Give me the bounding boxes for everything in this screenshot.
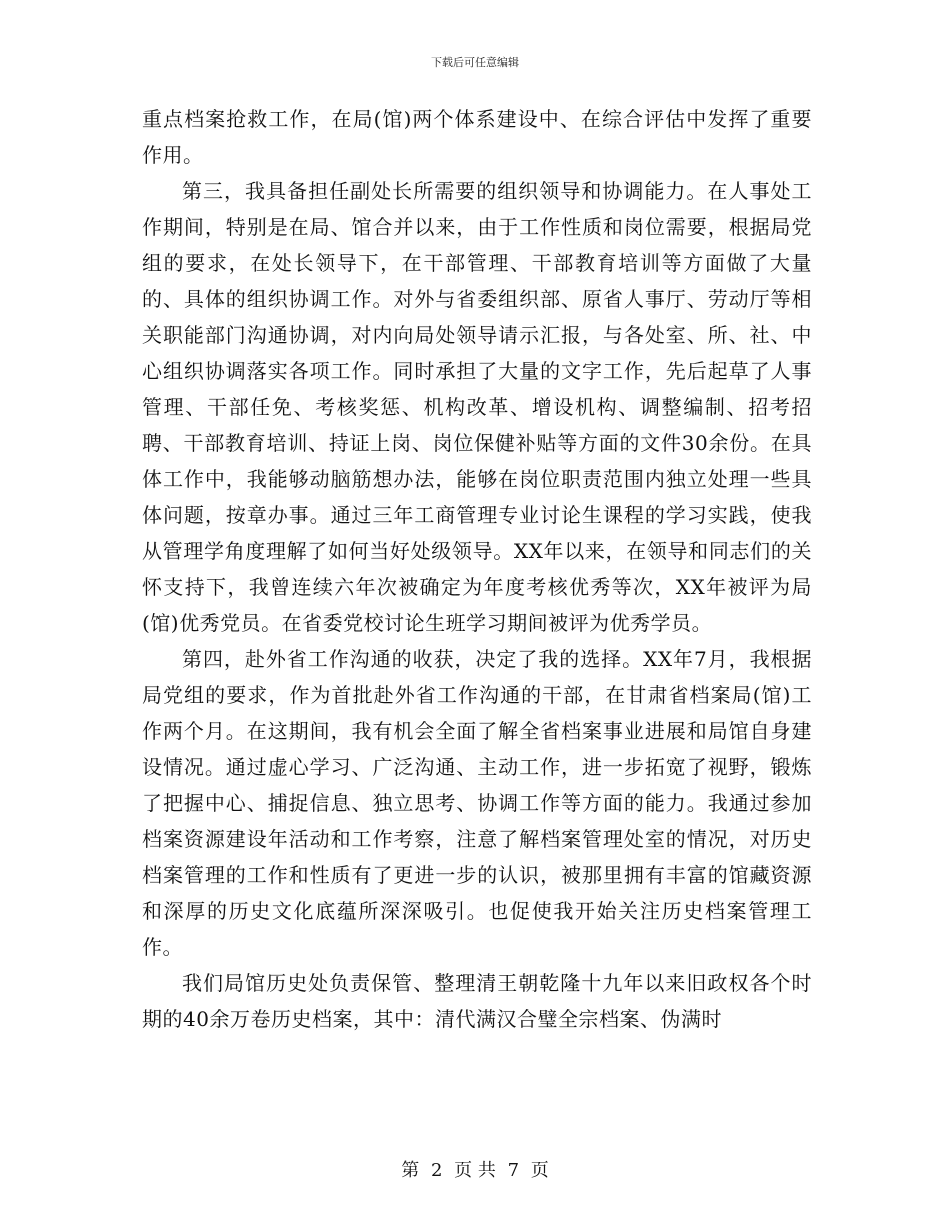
footer-middle: 页 共 bbox=[454, 1160, 496, 1181]
footer-current-page: 2 bbox=[430, 1160, 443, 1181]
page-footer bbox=[0, 1156, 950, 1182]
document-body bbox=[142, 101, 812, 1037]
paragraph-fourth-point: 第四，赴外省工作沟通的收获，决定了我的选择。XX年7月，我根据局党组的要求，作为首批赴外省工作沟通的干部，在甘肃省档案局(馆)工作两个月。在这期间，我有机会全面了解全省档案事业进展和局馆自身建设情况。通过虚心学习、广泛沟通、主动工作，进一步拓宽了视野，锻炼了把握中心、捕捉信息、独立思考、协调工作等方面的能力。我通过参加档案资源建设年活动和工作考察，注意了解档案管理处室的情况，对历史档案管理的工作和性质有了更进一步的认识，被那里拥有丰富的馆藏资源和深厚的历史文化底蕴所深深吸引。也促使我开始关注历史档案管理工作。 bbox=[142, 647, 812, 959]
paragraph-continuation: 重点档案抢救工作，在局(馆)两个体系建设中、在综合评估中发挥了重要作用。 bbox=[142, 107, 812, 167]
paragraph-history-office: 我们局馆历史处负责保管、整理清王朝乾隆十九年以来旧政权各个时期的40余万卷历史档案，其中：清代满汉合璧全宗档案、伪满时 bbox=[142, 971, 812, 1031]
footer-prefix: 第 bbox=[401, 1160, 420, 1181]
page-header-note: 下载后可任意编辑 bbox=[431, 56, 519, 69]
footer-suffix: 页 bbox=[530, 1160, 549, 1181]
footer-total-pages: 7 bbox=[507, 1160, 520, 1181]
paragraph-third-point: 第三，我具备担任副处长所需要的组织领导和协调能力。在人事处工作期间，特别是在局、馆合并以来，由于工作性质和岗位需要，根据局党组的要求，在处长领导下，在干部管理、干部教育培训等方面做了大量的、具体的组织协调工作。对外与省委组织部、原省人事厅、劳动厅等相关职能部门沟通协调，对内向局处领导请示汇报，与各处室、所、社、中心组织协调落实各项工作。同时承担了大量的文字工作，先后起草了人事管理、干部任免、考核奖惩、机构改革、增设机构、调整编制、招考招聘、干部教育培训、持证上岗、岗位保健补贴等方面的文件30余份。在具体工作中，我能够动脑筋想办法，能够在岗位职责范围内独立处理一些具体问题，按章办事。通过三年工商管理专业讨论生课程的学习实践，使我从管理学角度理解了如何当好处级领导。XX年以来，在领导和同志们的关怀支持下，我曾连续六年次被确定为年度考核优秀等次，XX年被评为局(馆)优秀党员。在省委党校讨论生班学习期间被评为优秀学员。 bbox=[142, 179, 812, 635]
